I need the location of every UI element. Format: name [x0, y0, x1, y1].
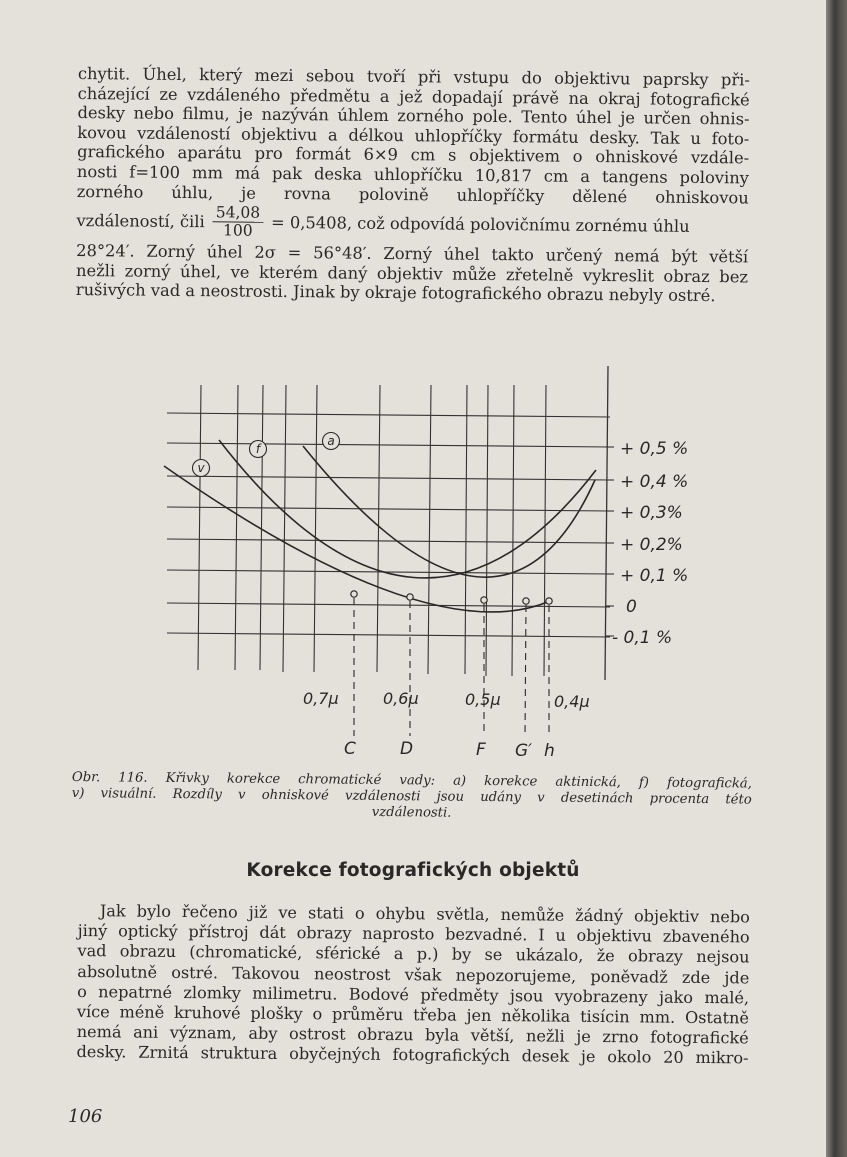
grid-hline	[167, 539, 610, 543]
wavelength-label: 0,4μ	[554, 692, 590, 711]
text-line: chytit. Úhel, který mezi sebou tvoří při vstupu do objektivu paprsky při-	[77, 64, 750, 90]
text-line: zorného úhlu, je rovna polovině uhlopříčky dělené ohniskovou	[76, 181, 749, 208]
grid-vline	[260, 385, 263, 670]
text-line: kovou vzdáleností objektivu a délkou uhlopříčky formátu desky. Tak u foto-	[77, 122, 750, 149]
fraction-denominator: 100	[222, 221, 253, 240]
grid-vline	[314, 385, 317, 672]
wavelength-label: 0,6μ	[383, 689, 419, 708]
curves	[164, 440, 596, 612]
grid-hline	[167, 443, 610, 447]
text-line: více méně kruhové plošky o průměru třeba jen několika tisícin mm. Ostatně	[76, 1002, 749, 1028]
grid-vline	[486, 385, 488, 676]
grid-vline	[512, 385, 514, 676]
text-line: nemá ani význam, aby ostrost obrazu byla větší, nežli je zrno fotografické	[76, 1022, 749, 1048]
grid-hline	[167, 476, 610, 480]
text-line: desky. Zrnitá struktura obyčejných fotografických desek je okolo 20 mikro-	[76, 1042, 749, 1068]
curve-labels	[197, 434, 334, 475]
text-line: nežli zorný úhel, ve kterém daný objektiv může zřetelně vykreslit obraz bez	[75, 260, 749, 287]
text-line: absolutně ostré. Takovou neostrost však nepozorujeme, poněvadž zde jde	[77, 961, 750, 988]
spectral-line-labels	[344, 739, 555, 761]
grid-hline	[167, 413, 610, 417]
curve-label-a: a	[327, 434, 335, 448]
y-label: + 0,4 %	[620, 472, 689, 492]
caption-line: vzdálenosti.	[371, 804, 452, 821]
y-label: + 0,3%	[620, 503, 683, 523]
text-line: o nepatrné zlomky milimetru. Bodové předměty jsou vyobrazeny jako malé,	[77, 981, 750, 1008]
equation-prefix: vzdáleností, čili	[76, 210, 205, 232]
y-label: + 0,5 %	[620, 439, 689, 459]
text-line: 28°24′. Zorný úhel 2σ = 56°48′. Zorný úhel takto určený nemá být větší	[76, 241, 749, 267]
curve-label-v: v	[197, 461, 205, 475]
text-line: rušivých vad a neostrosti. Jinak by okraje fotografického obrazu nebyly ostré.	[75, 280, 716, 306]
text-line: desky nebo filmu, je nazýván úhlem zorného pole. Tento úhel je určen ohnis-	[77, 103, 750, 129]
spectral-line-label: C	[344, 739, 356, 759]
wavelength-labels	[303, 689, 590, 711]
grid-hline	[167, 507, 610, 511]
spectral-line-label: G′	[515, 741, 533, 761]
text-line: vad obrazu (chromatické, sférické a p.) by se ukázalo, že obrazy nejsou	[77, 941, 750, 967]
curve-label-f: f	[255, 442, 261, 456]
text-line: jiný optický přístroj dát obrazy naprosto bezvadné. I u objektivu zbaveného	[77, 921, 750, 947]
paragraph-2	[76, 901, 750, 1069]
section-heading: Korekce fotografických objektů	[246, 860, 580, 881]
grid	[167, 366, 610, 680]
spectral-line-label: h	[544, 741, 555, 761]
text-line: grafického aparátu pro formát 6×9 cm s objektivem o ohniskové vzdále-	[77, 142, 750, 168]
spectral-line-label: D	[400, 739, 414, 759]
text-line: cházející ze vzdáleného předmětu a jež dopadají právě na okraj fotografické	[77, 83, 750, 110]
grid-vline	[283, 385, 286, 672]
page-number: 106	[68, 1106, 103, 1127]
wavelength-label: 0,5μ	[465, 690, 501, 709]
text-line: nosti f=100 mm má pak deska uhlopříčku 10,817 cm a tangens poloviny	[76, 161, 750, 188]
book-gutter	[826, 0, 847, 1157]
figure-caption	[72, 770, 752, 825]
y-label: + 0,2%	[620, 535, 683, 555]
intersection-markers	[351, 591, 552, 604]
spectral-line-label: F	[476, 740, 486, 760]
grid-hline	[167, 633, 610, 637]
y-label: - 0,1 %	[612, 628, 673, 648]
grid-vline	[235, 385, 238, 670]
grid-vline	[377, 385, 380, 672]
y-label: + 0,1 %	[620, 566, 689, 586]
dashed-drop-lines	[354, 598, 549, 736]
caption-line: v) visuální. Rozdíly v ohniskové vzdálenosti jsou udány v desetinách procenta této	[71, 785, 752, 808]
y-axis-labels	[612, 439, 688, 648]
curve-label-markers	[193, 433, 340, 477]
grid-vline	[544, 385, 546, 676]
wavelength-label: 0,7μ	[303, 689, 339, 708]
fraction-numerator: 54,08	[213, 204, 264, 222]
equation-suffix: = 0,5408, což odpovídá polovičnímu zornému úhlu	[271, 212, 690, 236]
caption-line: Obr. 116. Křivky korekce chromatické vady: a) korekce aktinická, f) fotografická,	[71, 770, 752, 792]
y-label: 0	[626, 597, 637, 617]
grid-vline	[198, 385, 201, 670]
grid-vline	[428, 385, 431, 674]
grid-vline	[465, 385, 467, 674]
grid-vline	[605, 366, 608, 680]
text-line: Jak bylo řečeno již ve stati o ohybu světla, nemůže žádný objektiv nebo	[99, 901, 750, 927]
